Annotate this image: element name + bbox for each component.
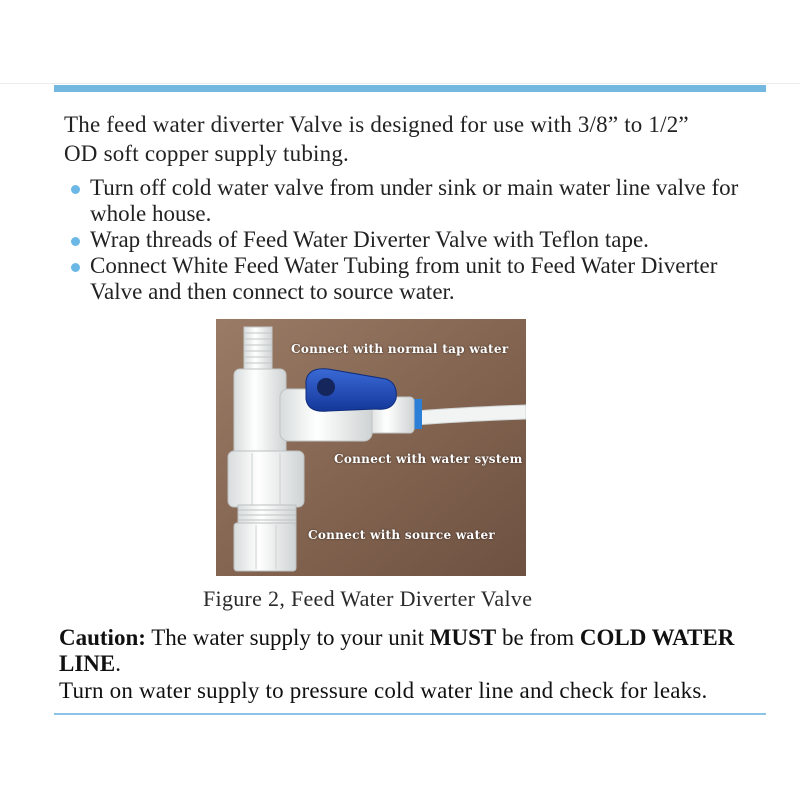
step-text: Turn off cold water valve from under sink or main water line valve for whole house. [90,175,739,226]
bottom-divider [54,713,766,715]
label-water-system: Connect with water system [334,452,523,466]
bullet-icon [71,237,80,246]
top-divider [0,83,800,84]
caution-end: . [115,651,121,676]
intro-line-1: The feed water diverter Valve is designed for use with 3/8” to 1/2” [64,112,689,137]
step-text: Connect White Feed Water Tubing from unit to Feed Water Diverter Valve and then connect to source water. [90,253,718,304]
leak-check-text: Turn on water supply to pressure cold water line and check for leaks. [59,678,708,703]
header-accent-bar [54,85,766,92]
figure-caption: Figure 2, Feed Water Diverter Valve [203,586,533,611]
caution-text-1: The water supply to your unit [145,625,430,650]
caution-cold-line: COLD WATER LINE [59,625,735,676]
caution-paragraph [59,625,774,677]
bullet-icon [71,185,80,194]
list-item [68,227,768,253]
bottom-hex [234,523,296,571]
caution-label: Caution: [59,625,146,650]
caution-text-2: be from [496,625,580,650]
bullet-icon [71,263,80,272]
intro-paragraph [64,110,764,168]
label-source-water: Connect with source water [308,528,496,542]
hex-nut [228,451,304,507]
label-tap-water: Connect with normal tap water [291,342,509,356]
handle-screw [317,378,335,396]
list-item [68,253,768,305]
diverter-valve-photo [216,319,526,576]
top-thread [244,327,272,373]
instruction-list [68,175,768,305]
list-item [68,175,768,227]
valve-body [234,369,286,457]
caution-must: MUST [429,625,497,650]
intro-line-2: OD soft copper supply tubing. [64,141,349,166]
step-text: Wrap threads of Feed Water Diverter Valve with Teflon tape. [90,227,649,252]
